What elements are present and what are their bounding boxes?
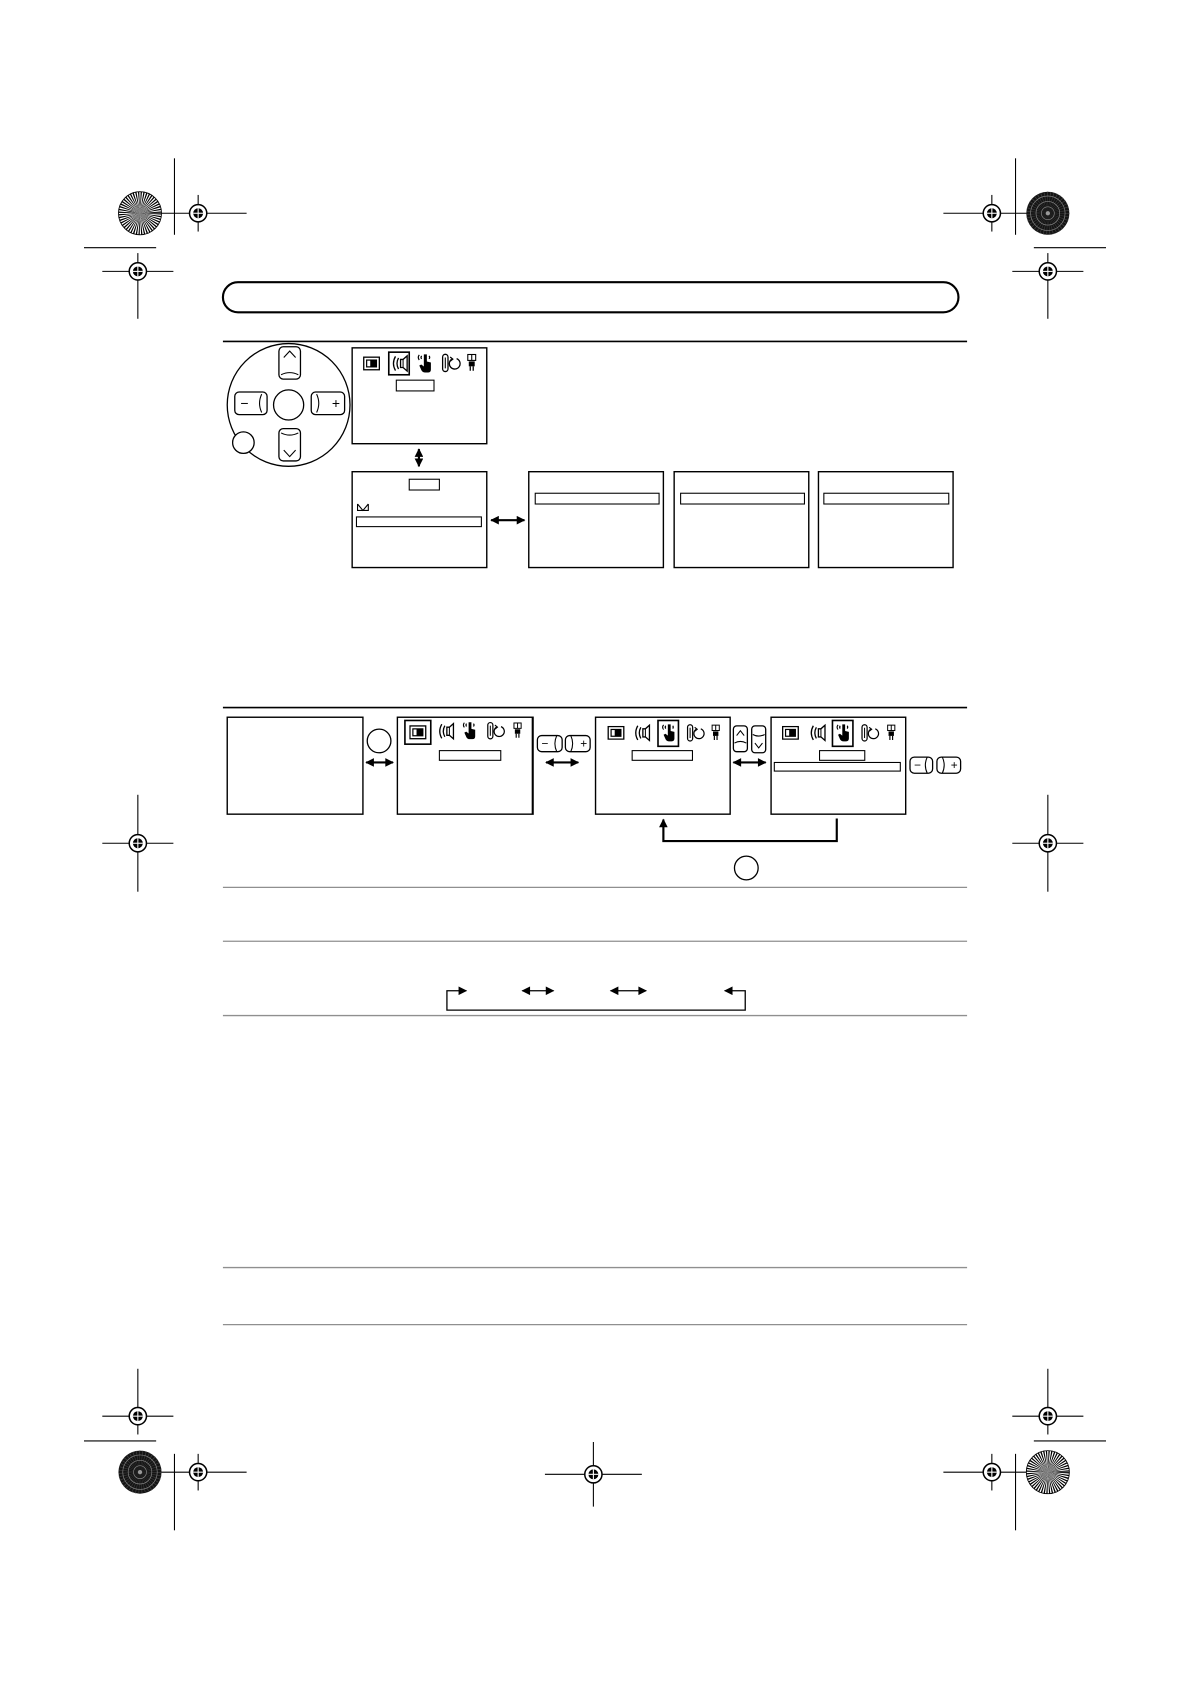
- menu-title-box: [439, 751, 500, 761]
- registration-mark-icon: [1012, 795, 1083, 892]
- menu-title-box: [409, 479, 439, 490]
- minus-icon: −: [914, 757, 921, 772]
- plus-icon: +: [331, 395, 341, 412]
- osd-submenu: [352, 472, 487, 568]
- pad-down-button: [279, 429, 301, 461]
- registration-mark-icon: [545, 1442, 642, 1507]
- osd-feature-menu: [771, 717, 906, 814]
- registration-mark-icon: [150, 1454, 247, 1491]
- section-title-banner: [223, 282, 959, 312]
- menu-title-box: [396, 380, 434, 391]
- highlight-bar: [774, 762, 900, 771]
- osd-option-screen: [529, 472, 664, 568]
- minus-plus-buttons: [537, 736, 590, 752]
- tv-screen-blank: [227, 717, 363, 814]
- color-target-icon: [1026, 1451, 1069, 1494]
- plus-icon: +: [950, 757, 958, 772]
- picture-icon: [783, 727, 799, 740]
- minus-icon: −: [541, 736, 549, 751]
- highlight-bar: [535, 493, 659, 504]
- loop-arrow-icon: [447, 991, 745, 1010]
- registration-mark-icon: [943, 1454, 1040, 1491]
- highlight-bar: [356, 517, 481, 527]
- osd-main-menu: [352, 348, 487, 444]
- plus-icon: +: [580, 736, 588, 751]
- color-target-icon: [118, 192, 161, 235]
- registration-mark-icon: [102, 1369, 173, 1435]
- picture-icon: [410, 726, 426, 739]
- osd-main-menu: [596, 717, 731, 814]
- up-button: [733, 726, 747, 752]
- osd-main-menu: [397, 717, 533, 814]
- up-down-buttons: [733, 726, 765, 753]
- registration-mark-icon: [943, 195, 1040, 232]
- pad-left-button: [235, 392, 267, 415]
- pad-up-button: [279, 347, 301, 379]
- color-target-icon: [1026, 192, 1069, 235]
- menu-title-box: [820, 751, 865, 761]
- registration-mark-icon: [102, 253, 173, 319]
- registration-mark-icon: [1012, 253, 1083, 319]
- osd-option-screen: [674, 472, 809, 568]
- pad-right-button: [311, 392, 344, 415]
- registration-mark-icon: [150, 195, 247, 232]
- round-button: [233, 432, 255, 454]
- picture-icon: [608, 727, 624, 740]
- color-target-icon: [118, 1451, 161, 1494]
- return-arrow-icon: [663, 818, 836, 841]
- round-button: [734, 856, 758, 880]
- osd-option-screen: [818, 472, 953, 568]
- highlight-bar: [824, 493, 949, 504]
- menu-title-box: [632, 751, 692, 761]
- minus-icon: −: [240, 395, 249, 412]
- registration-mark-icon: [1012, 1369, 1083, 1435]
- minus-plus-buttons: [910, 757, 961, 773]
- registration-mark-icon: [102, 795, 173, 892]
- highlight-bar: [681, 493, 805, 504]
- pad-center-button: [274, 390, 304, 420]
- picture-icon: [364, 357, 380, 370]
- round-button: [367, 729, 391, 753]
